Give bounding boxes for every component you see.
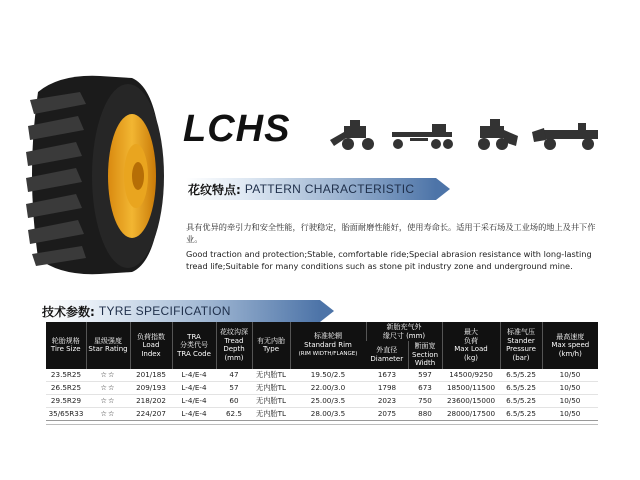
spec-heading-zh: 技术参数: — [42, 304, 95, 319]
table-row: 35/65R33 ☆☆ 224/207 L-4/E-4 62.5 无内胎TL 28.00/3.5 2075 880 28000/17500 6.5/5.25 10/50 — [46, 407, 598, 420]
machine-icons — [330, 118, 610, 152]
col-load-index: 负荷指数 Load Index — [130, 322, 172, 369]
wheel-loader-icon — [330, 120, 374, 150]
pattern-heading — [186, 178, 436, 200]
table-row: 29.5R29 ☆☆ 218/202 L-4/E-4 60 无内胎TL 25.00/3.5 2023 750 23600/15000 6.5/5.25 10/50 — [46, 394, 598, 407]
col-diameter: 外直径 Diameter — [366, 341, 408, 369]
col-star-rating: 星级强度 Star Rating — [86, 322, 130, 369]
col-max-speed: 最高速度 Max speed (km/h) — [542, 322, 598, 369]
pattern-heading-en: PATTERN CHARACTERISTIC — [244, 182, 415, 196]
col-max-load: 最大 负荷 Max Load (kg) — [442, 322, 500, 369]
tire-image — [20, 70, 170, 280]
col-section-width: 断面宽 Section Width — [408, 341, 442, 369]
table-bottom-divider — [46, 424, 598, 425]
underground-loader-icon — [532, 123, 598, 150]
col-type: 有无内胎 Type — [252, 322, 290, 369]
col-tire-size: 轮胎规格 Tire Size — [46, 322, 86, 369]
description-en: Good traction and protection;Stable, comfortable ride;Special abrasion resistance with long-lasting tread life;Suitable for many conditions such as stone pit industry zone and underground mine. — [186, 249, 592, 271]
product-title: LCHS — [183, 108, 291, 150]
table-row: 23.5R25 ☆☆ 201/185 L-4/E-4 47 无内胎TL 19.50/2.5 1673 597 14500/9250 6.5/5.25 10/50 — [46, 369, 598, 382]
spec-heading-en: TYRE SPECIFICATION — [98, 304, 231, 318]
grader-icon — [392, 124, 453, 149]
spec-table — [46, 322, 598, 421]
description-zh: 具有优异的牵引力和安全性能，行驶稳定，胎面耐磨性能好，使用寿命长。适用于采石场及工业场的地上及井下作业。 — [186, 222, 596, 244]
dozer-icon — [478, 119, 518, 150]
col-standard-rim: 标准轮辋 Standard Rim (RIM WIDTH/FLANGE) — [290, 322, 366, 369]
pattern-heading-zh: 花纹特点: — [188, 182, 241, 197]
col-pressure: 标准气压 Stander Pressure (bar) — [500, 322, 542, 369]
spec-heading — [40, 300, 320, 322]
pattern-description — [186, 222, 606, 276]
col-tread-depth: 花纹沟深 Tread Depth (mm) — [216, 322, 252, 369]
col-dimensions: 新胎充气外 缘尺寸 (mm) — [366, 322, 442, 341]
table-row: 26.5R25 ☆☆ 209/193 L-4/E-4 57 无内胎TL 22.00/3.0 1798 673 18500/11500 6.5/5.25 10/50 — [46, 381, 598, 394]
col-tra-code: TRA 分类代号 TRA Code — [172, 322, 216, 369]
